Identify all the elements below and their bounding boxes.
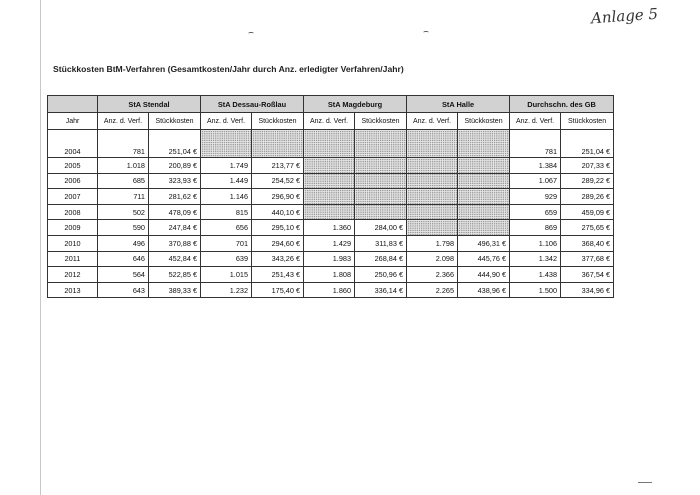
count-cell: 639: [201, 251, 252, 267]
unit-cost-cell: 323,93 €: [149, 173, 201, 189]
empty-cell: [304, 173, 355, 189]
count-cell: 643: [98, 282, 149, 298]
empty-cell: [458, 173, 510, 189]
empty-cell: [458, 130, 510, 158]
empty-cell: [304, 204, 355, 220]
count-cell: 1.067: [510, 173, 561, 189]
unit-cost-header: Stückkosten: [561, 113, 614, 130]
unit-cost-cell: 496,31 €: [458, 235, 510, 251]
count-header: Anz. d. Verf.: [201, 113, 252, 130]
unit-cost-cell: 368,40 €: [561, 235, 614, 251]
empty-cell: [407, 204, 458, 220]
count-header: Anz. d. Verf.: [304, 113, 355, 130]
page-title: Stückkosten BtM-Verfahren (Gesamtkosten/Jahr durch Anz. erledigter Verfahren/Jahr): [53, 64, 404, 74]
corner-cell: [48, 96, 98, 113]
year-cell: 2008: [48, 204, 98, 220]
count-cell: 2.366: [407, 267, 458, 283]
count-cell: 1.146: [201, 189, 252, 205]
count-cell: 781: [98, 130, 149, 158]
group-header-row: [48, 96, 614, 113]
unit-cost-header: Stückkosten: [458, 113, 510, 130]
empty-cell: [355, 173, 407, 189]
table-row: [48, 251, 614, 267]
unit-cost-cell: 311,83 €: [355, 235, 407, 251]
year-cell: 2004: [48, 130, 98, 158]
count-cell: 1.018: [98, 158, 149, 174]
empty-cell: [304, 158, 355, 174]
year-cell: 2010: [48, 235, 98, 251]
table-row: [48, 189, 614, 205]
year-cell: 2006: [48, 173, 98, 189]
count-cell: 590: [98, 220, 149, 236]
unit-cost-cell: 295,10 €: [252, 220, 304, 236]
group-header: StA Dessau-Roßlau: [201, 96, 304, 113]
unit-cost-cell: 389,33 €: [149, 282, 201, 298]
unit-cost-cell: 254,52 €: [252, 173, 304, 189]
unit-cost-cell: 459,09 €: [561, 204, 614, 220]
unit-cost-cell: 440,10 €: [252, 204, 304, 220]
empty-cell: [304, 189, 355, 205]
table-row: [48, 130, 614, 158]
count-cell: 2.265: [407, 282, 458, 298]
unit-cost-cell: 284,00 €: [355, 220, 407, 236]
scan-mark: [248, 32, 254, 35]
empty-cell: [355, 189, 407, 205]
table-row: [48, 204, 614, 220]
count-header: Anz. d. Verf.: [510, 113, 561, 130]
page-edge-line: [40, 0, 41, 495]
count-cell: 781: [510, 130, 561, 158]
empty-cell: [407, 173, 458, 189]
unit-cost-cell: 438,96 €: [458, 282, 510, 298]
unit-cost-cell: 251,04 €: [561, 130, 614, 158]
count-cell: 1.500: [510, 282, 561, 298]
empty-cell: [355, 130, 407, 158]
empty-cell: [355, 158, 407, 174]
group-header: Durchschn. des GB: [510, 96, 614, 113]
empty-cell: [458, 158, 510, 174]
count-cell: 929: [510, 189, 561, 205]
year-cell: 2011: [48, 251, 98, 267]
table-row: [48, 220, 614, 236]
unit-cost-cell: 522,85 €: [149, 267, 201, 283]
unit-cost-cell: 250,96 €: [355, 267, 407, 283]
count-cell: 1.438: [510, 267, 561, 283]
unit-cost-cell: 377,68 €: [561, 251, 614, 267]
year-cell: 2009: [48, 220, 98, 236]
scan-mark: [638, 482, 652, 483]
unit-cost-cell: 289,26 €: [561, 189, 614, 205]
table-row: [48, 282, 614, 298]
count-cell: 1.808: [304, 267, 355, 283]
year-header: Jahr: [48, 113, 98, 130]
count-cell: 685: [98, 173, 149, 189]
empty-cell: [458, 189, 510, 205]
unit-cost-header: Stückkosten: [355, 113, 407, 130]
count-cell: 1.360: [304, 220, 355, 236]
group-header: StA Stendal: [98, 96, 201, 113]
empty-cell: [458, 204, 510, 220]
count-cell: 646: [98, 251, 149, 267]
unit-cost-cell: 296,90 €: [252, 189, 304, 205]
cost-table: [47, 95, 614, 298]
unit-cost-cell: 207,33 €: [561, 158, 614, 174]
unit-cost-cell: 334,96 €: [561, 282, 614, 298]
count-cell: 659: [510, 204, 561, 220]
count-cell: 1.384: [510, 158, 561, 174]
table-row: [48, 158, 614, 174]
count-cell: 1.232: [201, 282, 252, 298]
table-row: [48, 235, 614, 251]
count-cell: 2.098: [407, 251, 458, 267]
unit-cost-cell: 268,84 €: [355, 251, 407, 267]
count-cell: 1.015: [201, 267, 252, 283]
unit-cost-cell: 336,14 €: [355, 282, 407, 298]
handwritten-annotation: Anlage 5: [590, 4, 659, 28]
unit-cost-header: Stückkosten: [149, 113, 201, 130]
year-cell: 2013: [48, 282, 98, 298]
unit-cost-cell: 251,43 €: [252, 267, 304, 283]
count-cell: 1.342: [510, 251, 561, 267]
empty-cell: [355, 204, 407, 220]
unit-cost-cell: 370,88 €: [149, 235, 201, 251]
table-row: [48, 173, 614, 189]
unit-cost-cell: 452,84 €: [149, 251, 201, 267]
scan-mark: [423, 31, 429, 34]
unit-cost-cell: 175,40 €: [252, 282, 304, 298]
unit-cost-cell: 445,76 €: [458, 251, 510, 267]
unit-cost-cell: 247,84 €: [149, 220, 201, 236]
count-cell: 502: [98, 204, 149, 220]
unit-cost-cell: 367,54 €: [561, 267, 614, 283]
empty-cell: [458, 220, 510, 236]
count-cell: 1.449: [201, 173, 252, 189]
unit-cost-cell: 251,04 €: [149, 130, 201, 158]
sub-header-row: [48, 113, 614, 130]
group-header: StA Magdeburg: [304, 96, 407, 113]
empty-cell: [407, 130, 458, 158]
count-cell: 564: [98, 267, 149, 283]
empty-cell: [407, 189, 458, 205]
count-cell: 1.798: [407, 235, 458, 251]
unit-cost-cell: 281,62 €: [149, 189, 201, 205]
unit-cost-cell: 444,90 €: [458, 267, 510, 283]
year-cell: 2007: [48, 189, 98, 205]
year-cell: 2005: [48, 158, 98, 174]
unit-cost-cell: 343,26 €: [252, 251, 304, 267]
count-cell: 711: [98, 189, 149, 205]
count-cell: 496: [98, 235, 149, 251]
unit-cost-cell: 275,65 €: [561, 220, 614, 236]
unit-cost-cell: 200,89 €: [149, 158, 201, 174]
unit-cost-cell: 294,60 €: [252, 235, 304, 251]
count-cell: 701: [201, 235, 252, 251]
count-cell: 1.106: [510, 235, 561, 251]
empty-cell: [304, 130, 355, 158]
group-header: StA Halle: [407, 96, 510, 113]
count-cell: 869: [510, 220, 561, 236]
unit-cost-cell: 213,77 €: [252, 158, 304, 174]
count-header: Anz. d. Verf.: [407, 113, 458, 130]
empty-cell: [201, 130, 252, 158]
count-cell: 1.749: [201, 158, 252, 174]
count-cell: 815: [201, 204, 252, 220]
table-row: [48, 267, 614, 283]
year-cell: 2012: [48, 267, 98, 283]
unit-cost-cell: 478,09 €: [149, 204, 201, 220]
empty-cell: [252, 130, 304, 158]
count-cell: 1.860: [304, 282, 355, 298]
empty-cell: [407, 220, 458, 236]
count-cell: 1.983: [304, 251, 355, 267]
empty-cell: [407, 158, 458, 174]
unit-cost-header: Stückkosten: [252, 113, 304, 130]
count-cell: 656: [201, 220, 252, 236]
count-cell: 1.429: [304, 235, 355, 251]
unit-cost-cell: 289,22 €: [561, 173, 614, 189]
count-header: Anz. d. Verf.: [98, 113, 149, 130]
